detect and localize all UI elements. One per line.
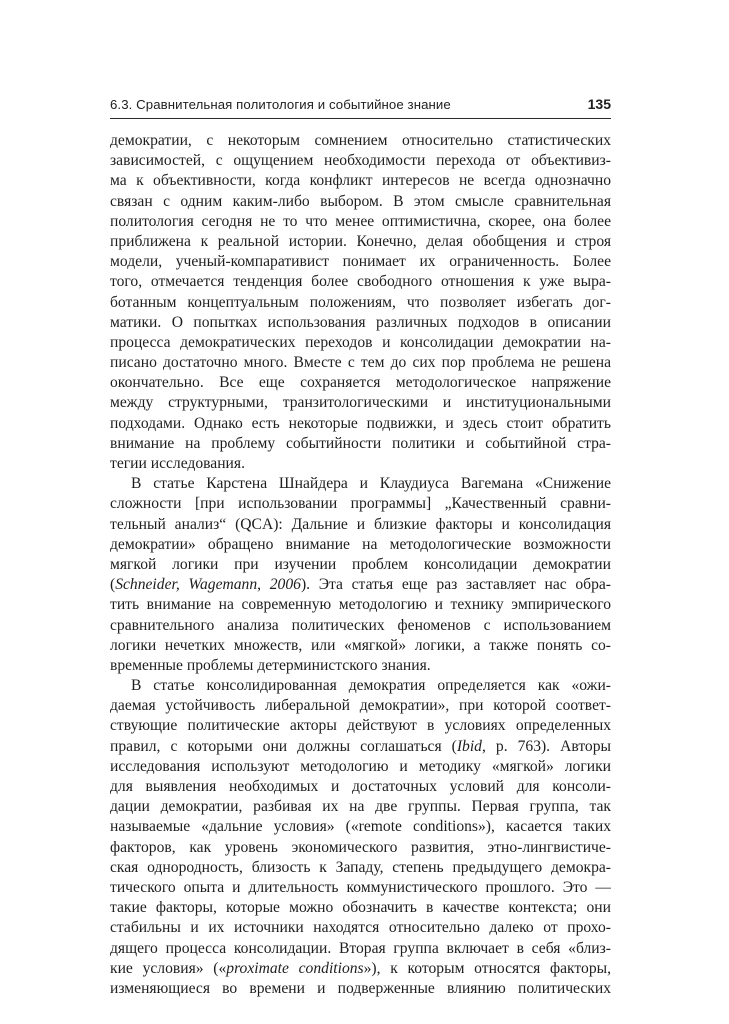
paragraph xyxy=(110,131,611,474)
text-line: модели, ученый-компаративист понимает их ограниченность. Более xyxy=(110,253,611,271)
text-line: В статье Карстена Шнайдера и Клаудиуса Вагемана «Снижение xyxy=(131,475,611,493)
text-line: между структурными, транзитологическими и институциональными xyxy=(110,394,611,412)
text-line: В статье консолидированная демократия определяется как «ожи- xyxy=(131,677,611,695)
text-line: дации демократии, разбивая их на две группы. Первая группа, так xyxy=(110,798,611,816)
text-fragment: ( xyxy=(110,576,116,594)
text-line: сложности [при использовании программы] „Качественный сравни- xyxy=(110,495,611,513)
text-line: писано достаточно много. Вместе с тем до сих пор проблема не решена xyxy=(110,354,611,372)
text-line: того, отмечается тенденция более свободного отношения к уже выра- xyxy=(110,273,611,291)
text-line: политология сегодня не то что менее оптимистична, скорее, она более xyxy=(110,212,611,230)
text-line: процесса демократических переходов и консолидации демократии на- xyxy=(110,333,611,351)
text-line-with-italic-term xyxy=(110,959,611,979)
text-line: тического опыта и длительность коммунистического прошлого. Это — xyxy=(110,878,611,896)
italic-term: proximate conditions xyxy=(226,959,364,977)
text-line-with-citation xyxy=(110,737,611,757)
text-line: дящего процесса консолидации. Вторая группа включает в себя «близ- xyxy=(110,939,611,957)
text-line: ствующие политические акторы действуют в условиях определенных xyxy=(110,717,611,735)
page-number: 135 xyxy=(587,96,611,112)
text-line: временные проблемы детерминистского знания. xyxy=(110,656,431,674)
text-line: сравнительного анализа политических феноменов с использованием xyxy=(110,616,611,634)
text-line: называемые «дальние условия» («remote conditions»), касается таких xyxy=(110,818,611,836)
citation: Ibid xyxy=(456,737,482,755)
text-line: стабильны и их источники находятся относительно далеко от прохо- xyxy=(110,919,611,937)
text-line: ботанным концептуальным положениям, что позволяет избегать дог- xyxy=(110,293,611,311)
text-line: мягкой логики при изучении проблем консолидации демократии xyxy=(110,555,611,573)
section-title: 6.3. Сравнительная политология и событийное знание xyxy=(110,97,451,112)
text-fragment: кие условия» (« xyxy=(110,959,227,977)
text-line: приближена к реальной истории. Конечно, делая обобщения и строя xyxy=(110,232,611,250)
text-fragment: , p. 763). Авторы xyxy=(481,737,611,755)
text-line: для выявления необходимых и достаточных условий для консоли- xyxy=(110,778,611,795)
text-line: матики. О попытках использования различных подходов в описании xyxy=(110,313,611,331)
text-line: такие факторы, которые можно обозначить в качестве контекста; они xyxy=(110,899,611,917)
paragraph xyxy=(110,676,611,999)
text-line: демократии» обращено внимание на методологические возможности xyxy=(110,535,611,553)
text-line: тегии исследования. xyxy=(110,455,245,472)
text-line: зависимостей, с ощущением необходимости перехода от объективиз- xyxy=(110,152,611,170)
text-line: окончательно. Все еще сохраняется методологическое напряжение xyxy=(110,374,611,392)
text-line: ма к объективности, когда конфликт интересов не всегда однозначно xyxy=(110,172,611,190)
text-line: даемая устойчивость либеральной демократии», при которой соответ- xyxy=(110,697,611,715)
text-line: внимание на проблему событийности политики и событийной стра- xyxy=(110,434,611,452)
text-fragment: »), к которым относятся факторы, xyxy=(363,959,611,977)
text-line-with-citation xyxy=(110,575,611,595)
text-fragment: правил, с которыми они должны соглашаться ( xyxy=(110,737,457,755)
text-line: исследования используют методологию и методику «мягкой» логики xyxy=(110,757,611,775)
text-line: тить внимание на современную методологию и технику эмпирического xyxy=(110,596,611,614)
body-text xyxy=(110,131,611,999)
text-line: подходами. Однако есть некоторые подвижки, и здесь стоит обратить xyxy=(110,414,611,432)
text-line: изменяющиеся во времени и подверженные влиянию политических xyxy=(110,979,611,997)
text-line: связан с одним каким-либо выбором. В этом смысле сравнительная xyxy=(110,192,611,210)
text-line: ская однородность, близость к Западу, степень предыдущего демокра- xyxy=(110,858,611,876)
paragraph xyxy=(110,474,611,676)
text-line: демократии, с некоторым сомнением относительно статистических xyxy=(110,132,611,149)
running-head xyxy=(110,96,611,119)
citation: Schneider, Wagemann, 2006 xyxy=(115,576,301,594)
text-line: логики нечетких множеств, или «мягкой» логики, а также понять со- xyxy=(110,636,611,654)
text-line: тельный анализ“ (QCA): Дальние и близкие факторы и консолидация xyxy=(110,515,611,533)
text-fragment: ). Эта статья еще раз заставляет нас обра- xyxy=(300,576,611,594)
text-line: факторов, как уровень экономического развития, этно-лингвистиче- xyxy=(110,838,611,856)
